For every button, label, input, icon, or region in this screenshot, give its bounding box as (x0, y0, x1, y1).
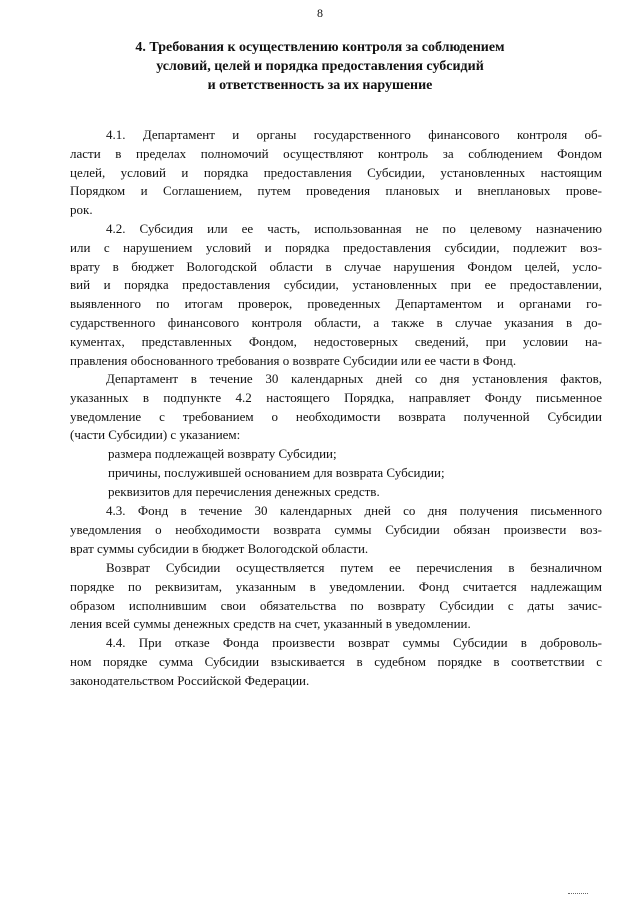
text-line: указанных в подпункте 4.2 настоящего Порядка, направляет Фонду письменное (70, 389, 602, 405)
text-line: 4.3. Фонд в течение 30 календарных дней со дня получения письменного (106, 503, 602, 518)
text-line: образом исполнившим свои обязательства по возврату Субсидии с даты зачис- (70, 597, 602, 613)
text-line: врат суммы субсидии в бюджет Вологодской области. (70, 540, 369, 556)
paragraph-4-4 (70, 634, 602, 690)
text-line: Порядком и Соглашением, путем проведения плановых и внеплановых прове- (70, 183, 602, 199)
text-line: рок. (70, 202, 93, 218)
text-line: уведомления о необходимости возврата суммы Субсидии обязан произвести воз- (70, 521, 602, 537)
text-line: 4.4. При отказе Фонда произвести возврат суммы Субсидии в доброволь- (106, 635, 602, 650)
text-line: ном порядке сумма Субсидии взыскивается в судебном порядке в соответствии с (70, 653, 602, 669)
text-line: уведомление с требованием о необходимости возврата полученной Субсидии (70, 408, 602, 424)
text-line: сударственного финансового контроля области, а также в случае указания в до- (70, 314, 602, 330)
text-line: 4.1. Департамент и органы государственного финансового контроля об- (106, 127, 602, 142)
paragraph-department-notice (70, 370, 602, 445)
section-heading (0, 38, 640, 95)
text-line: кументах, представленных Фондом, недостоверных сведений, при условии на- (70, 333, 602, 349)
text-line: вий и порядка предоставления субсидии, установленных при ее предоставлении, (70, 277, 602, 293)
paragraph-4-2 (70, 220, 602, 370)
heading-line: условий, целей и порядка предоставления субсидий (156, 59, 484, 74)
text-line: Департамент в течение 30 календарных дней со дня установления фактов, (106, 371, 602, 386)
text-line: правления обоснованного требования о возврате Субсидии или ее части в Фонд. (70, 352, 517, 368)
text-line: целей, условий и порядка предоставления Субсидии, установленных настоящим (70, 164, 602, 180)
scan-artifact (568, 893, 588, 897)
heading-line: и ответственность за их нарушение (207, 78, 433, 93)
text-line: законодательством Российской Федерации. (70, 672, 310, 688)
paragraph-refund (70, 559, 602, 634)
text-line: (части Субсидии) с указанием: (70, 427, 241, 443)
text-line: врату в бюджет Вологодской области в случае нарушения Фондом целей, усло- (70, 258, 602, 274)
text-line: ласти в пределах полномочий осуществляют контроль за соблюдением Фондом (70, 145, 602, 161)
text-line: 4.2. Субсидия или ее часть, использованная не по целевому назначению (106, 221, 602, 236)
text-line: Возврат Субсидии осуществляется путем ее перечисления в безналичном (106, 560, 602, 575)
page-number: 8 (317, 6, 323, 20)
heading-line: 4. Требования к осуществлению контроля за соблюдением (135, 40, 505, 55)
paragraph-4-1 (70, 126, 602, 220)
list-item: размера подлежащей возврату Субсидии; (108, 446, 337, 461)
text-line: ления всей суммы денежных средств на счет, указанный в уведомлении. (70, 616, 471, 632)
list-item: причины, послужившей основанием для возврата Субсидии; (108, 464, 445, 480)
paragraph-4-3 (70, 502, 602, 558)
list-item: реквизитов для перечисления денежных средств. (108, 483, 380, 499)
text-line: порядке по реквизитам, указанным в уведомлении. Фонд считается надлежащим (70, 578, 602, 594)
text-line: выявленного по итогам проверок, проведенных Департаментом и органами го- (70, 296, 602, 312)
text-line: или с нарушением условий и порядка предоставления субсидии, подлежит воз- (70, 239, 602, 255)
notice-items-list (70, 445, 602, 501)
